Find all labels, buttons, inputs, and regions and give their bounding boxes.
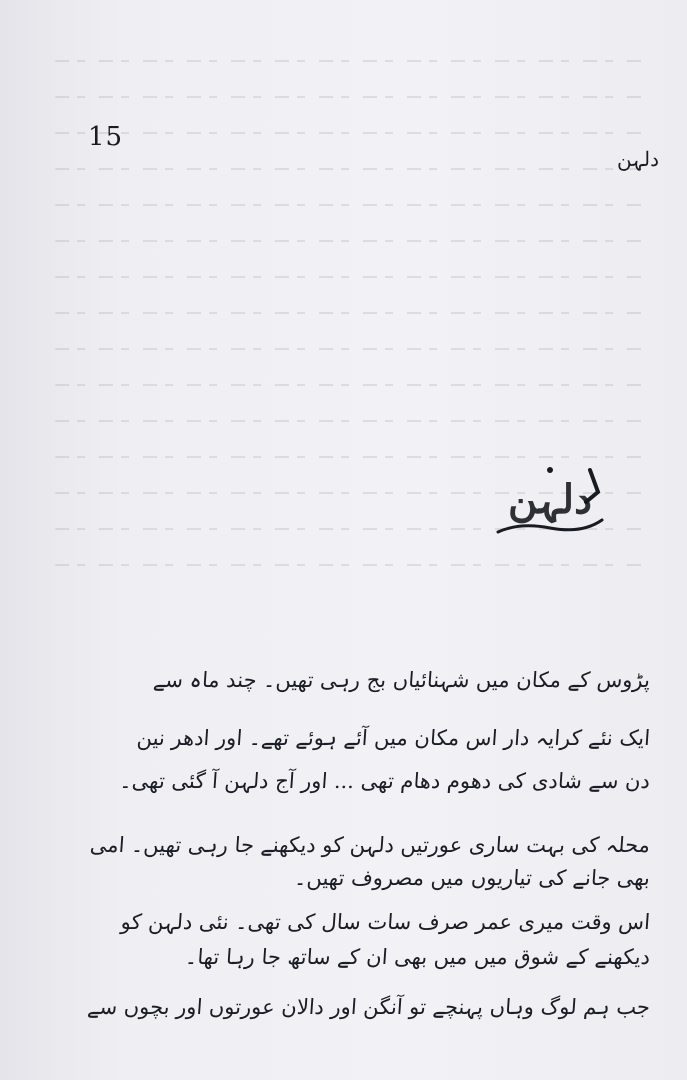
line-1: پڑوس کے مکان میں شہنائیاں بج رہی تھیں۔ چند ماہ سے	[152, 668, 651, 692]
story-title	[490, 462, 610, 542]
page-number: 15	[88, 122, 124, 152]
bleed-through-text	[55, 60, 647, 670]
line-8: جب ہم لوگ وہاں پہنچے تو آنگن اور دالان عورتوں اور بچوں سے	[86, 995, 651, 1019]
running-head: دلہن	[617, 147, 659, 171]
line-3: دن سے شادی کی دھوم دھام تھی ... اور آج دلہن آ گئی تھی۔	[118, 769, 651, 793]
line-7: دیکھنے کے شوق میں میں بھی ان کے ساتھ جا رہا تھا۔	[184, 945, 651, 969]
line-6: اس وقت میری عمر صرف سات سال کی تھی۔ نئی دلہن کو	[120, 910, 651, 934]
line-2: ایک نئے کرایہ دار اس مکان میں آئے ہوئے تھے۔ اور ادھر نین	[135, 726, 651, 750]
story-title-text: دلہن	[508, 476, 592, 523]
line-5: بھی جانے کی تیاریوں میں مصروف تھیں۔	[293, 866, 651, 890]
line-4: محلہ کی بہت ساری عورتیں دلہن کو دیکھنے جا رہی تھیں۔ امی	[89, 833, 651, 857]
